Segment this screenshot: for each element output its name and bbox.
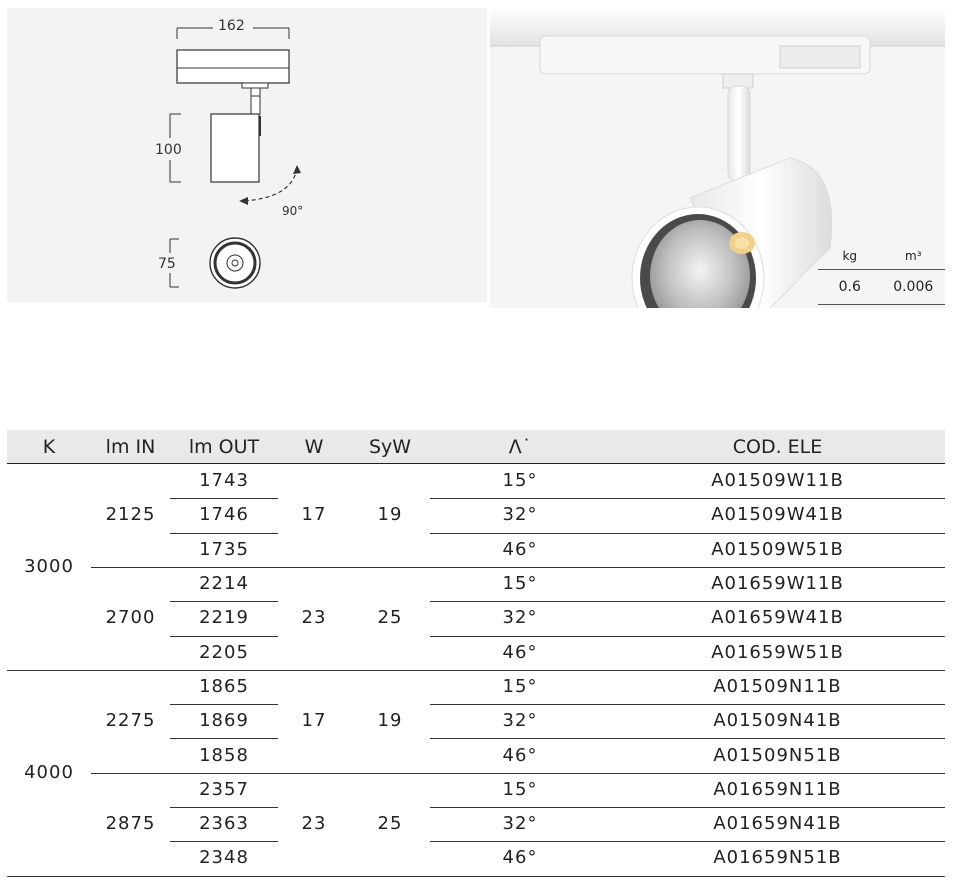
cell-beam-angle: 15° [502,675,538,697]
cell-code: A01659W11B [711,573,844,595]
header-w: W [304,436,324,458]
cell-w: 23 [301,813,327,835]
row-divider [170,807,278,808]
header-lm-out: lm OUT [188,436,260,458]
cell-code: A01509W11B [711,470,844,492]
cell-lm-out: 2348 [199,847,249,869]
cell-beam-angle: 32° [502,504,538,526]
cell-lm-in: 2875 [105,813,156,835]
header-lm-in: lm IN [105,436,156,458]
cell-lm-out: 2363 [199,813,249,835]
cell-lm-out: 1865 [199,675,249,697]
cell-code: A01509W41B [711,504,844,526]
table-header-row [7,430,945,464]
cell-lm-out: 2219 [199,607,249,629]
cell-code: A01659N11B [713,778,842,800]
width-dimension-label: 162 [218,18,245,34]
cell-lm-out: 1858 [199,744,249,766]
cell-lm-out: 1735 [199,538,249,560]
cell-lm-in: 2125 [105,504,156,526]
cell-k: 3000 [24,555,74,577]
cell-lm-out: 1743 [199,470,249,492]
row-divider [170,704,278,705]
row-divider [170,738,278,739]
cell-lm-out: 1869 [199,710,249,732]
row-divider [430,498,945,499]
row-divider [430,601,945,602]
cell-syw: 19 [377,710,403,732]
cell-beam-angle: 15° [502,778,538,800]
subgroup-divider [91,773,945,774]
group-divider [7,876,945,877]
diameter-dimension-label: 75 [158,256,176,272]
cell-lm-out: 2214 [199,573,249,595]
cell-lm-in: 2700 [105,607,156,629]
cell-beam-angle: 46° [502,641,538,663]
technical-drawing-panel [7,8,487,302]
weight-header: kg [842,249,858,263]
group-divider [7,670,945,671]
cell-beam-angle: 15° [502,573,538,595]
cell-beam-angle: 32° [502,607,538,629]
cell-code: A01659W41B [711,607,844,629]
cell-beam-angle: 46° [502,538,538,560]
row-divider [430,704,945,705]
row-divider [170,841,278,842]
volume-header: m³ [905,249,922,263]
row-divider [430,636,945,637]
volume-value: 0.006 [893,279,934,295]
cell-beam-angle: 46° [502,847,538,869]
cell-code: A01659N51B [713,847,842,869]
cell-lm-out: 1746 [199,504,249,526]
cell-beam-angle: 32° [502,813,538,835]
cell-w: 17 [301,504,327,526]
cell-beam-angle: 32° [502,710,538,732]
package-specs [818,243,945,305]
header-syw: SyW [368,436,412,458]
header-k: K [42,436,56,458]
cell-code: A01509W51B [711,538,844,560]
rotation-label: 90° [282,204,304,218]
cell-code: A01509N41B [713,710,842,732]
row-divider [170,533,278,534]
cell-beam-angle: 46° [502,744,538,766]
cell-w: 23 [301,607,327,629]
row-divider [170,498,278,499]
row-divider [430,738,945,739]
cell-syw: 25 [377,813,403,835]
header-code: COD. ELE [732,436,823,458]
cell-lm-in: 2275 [105,710,156,732]
row-divider [430,841,945,842]
weight-value: 0.6 [838,279,861,295]
cell-code: A01509N11B [713,675,842,697]
dimension-drawing [7,8,487,302]
cell-beam-angle: 15° [502,470,538,492]
cell-syw: 25 [377,607,403,629]
row-divider [430,807,945,808]
subgroup-divider [91,567,945,568]
cell-lm-out: 2205 [199,641,249,663]
row-divider [170,636,278,637]
row-divider [430,533,945,534]
cell-k: 4000 [24,761,74,783]
cell-syw: 19 [377,504,403,526]
cell-code: A01659W51B [711,641,844,663]
height-dimension-label: 100 [155,142,182,158]
cell-w: 17 [301,710,327,732]
cell-code: A01509N51B [713,744,842,766]
product-photo-panel [490,8,945,308]
row-divider [170,601,278,602]
cell-lm-out: 2357 [199,778,249,800]
header-beam-angle: Λ˙ [508,436,532,458]
cell-code: A01659N41B [713,813,842,835]
